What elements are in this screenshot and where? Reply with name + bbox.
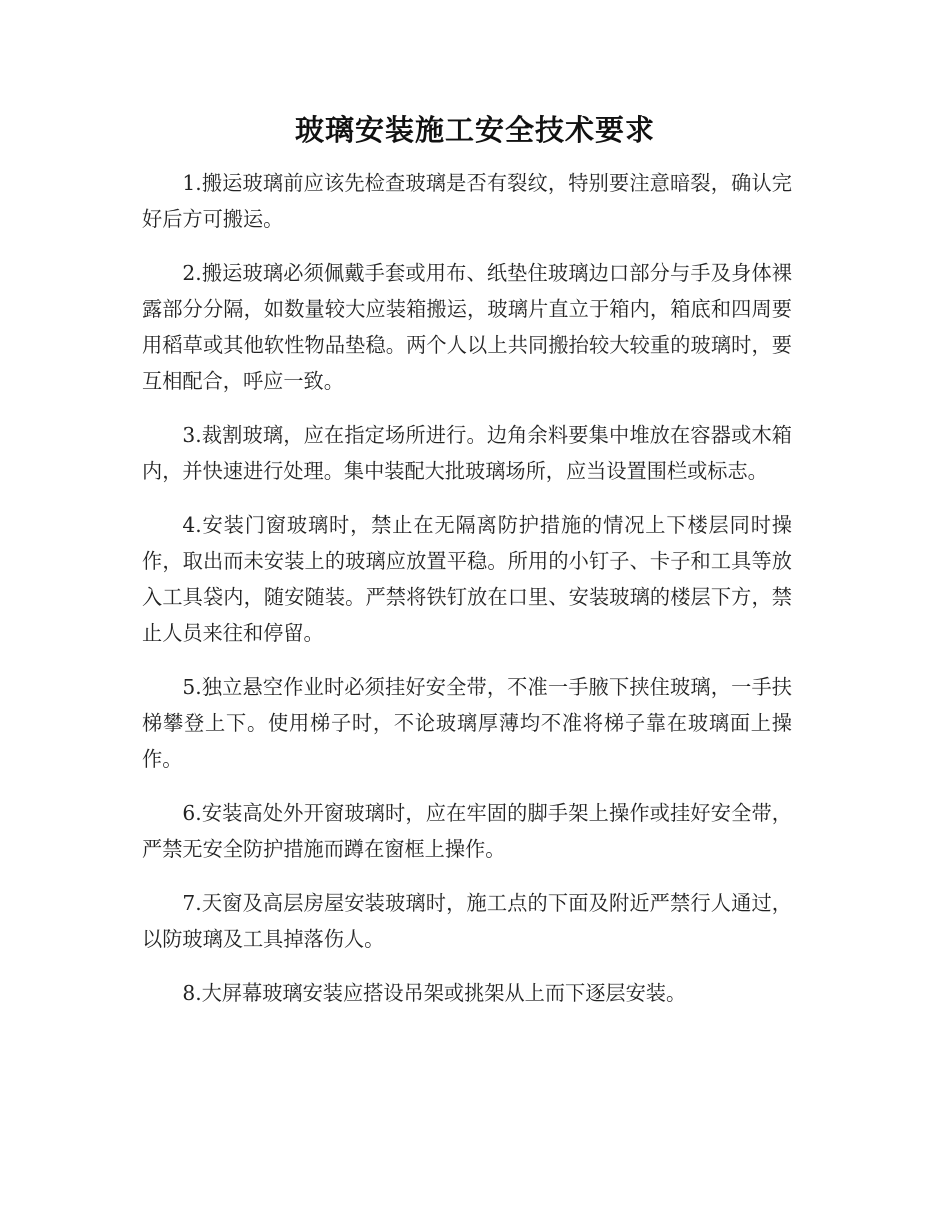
paragraph-7: 7.天窗及高层房屋安装玻璃时，施工点的下面及附近严禁行人通过，以防玻璃及工具掉落伤人。 <box>142 891 792 951</box>
paragraph-3: 3.裁割玻璃，应在指定场所进行。边角余料要集中堆放在容器或木箱内，并快速进行处理。集中装配大批玻璃场所，应当设置围栏或标志。 <box>142 423 792 483</box>
paragraph-1: 1.搬运玻璃前应该先检查玻璃是否有裂纹，特别要注意暗裂，确认完好后方可搬运。 <box>142 171 792 231</box>
paragraph-5: 5.独立悬空作业时必须挂好安全带，不准一手腋下挟住玻璃，一手扶梯攀登上下。使用梯子时，不论玻璃厚薄均不准将梯子靠在玻璃面上操作。 <box>142 675 792 771</box>
document-body <box>142 165 792 1029</box>
paragraph-2: 2.搬运玻璃必须佩戴手套或用布、纸垫住玻璃边口部分与手及身体裸露部分分隔，如数量较大应装箱搬运，玻璃片直立于箱内，箱底和四周要用稻草或其他软性物品垫稳。两个人以上共同搬抬较大较重的玻璃时，要互相配合，呼应一致。 <box>142 261 792 393</box>
paragraph-4: 4.安装门窗玻璃时，禁止在无隔离防护措施的情况上下楼层同时操作，取出而未安装上的玻璃应放置平稳。所用的小钉子、卡子和工具等放入工具袋内，随安随装。严禁将铁钉放在口里、安装玻璃的楼层下方，禁止人员来往和停留。 <box>142 513 792 645</box>
paragraph-8: 8.大屏幕玻璃安装应搭设吊架或挑架从上而下逐层安装。 <box>182 981 687 1005</box>
paragraph-6: 6.安装高处外开窗玻璃时，应在牢固的脚手架上操作或挂好安全带，严禁无安全防护措施而蹲在窗框上操作。 <box>142 801 792 861</box>
page-title: 玻璃安装施工安全技术要求 <box>294 113 655 147</box>
